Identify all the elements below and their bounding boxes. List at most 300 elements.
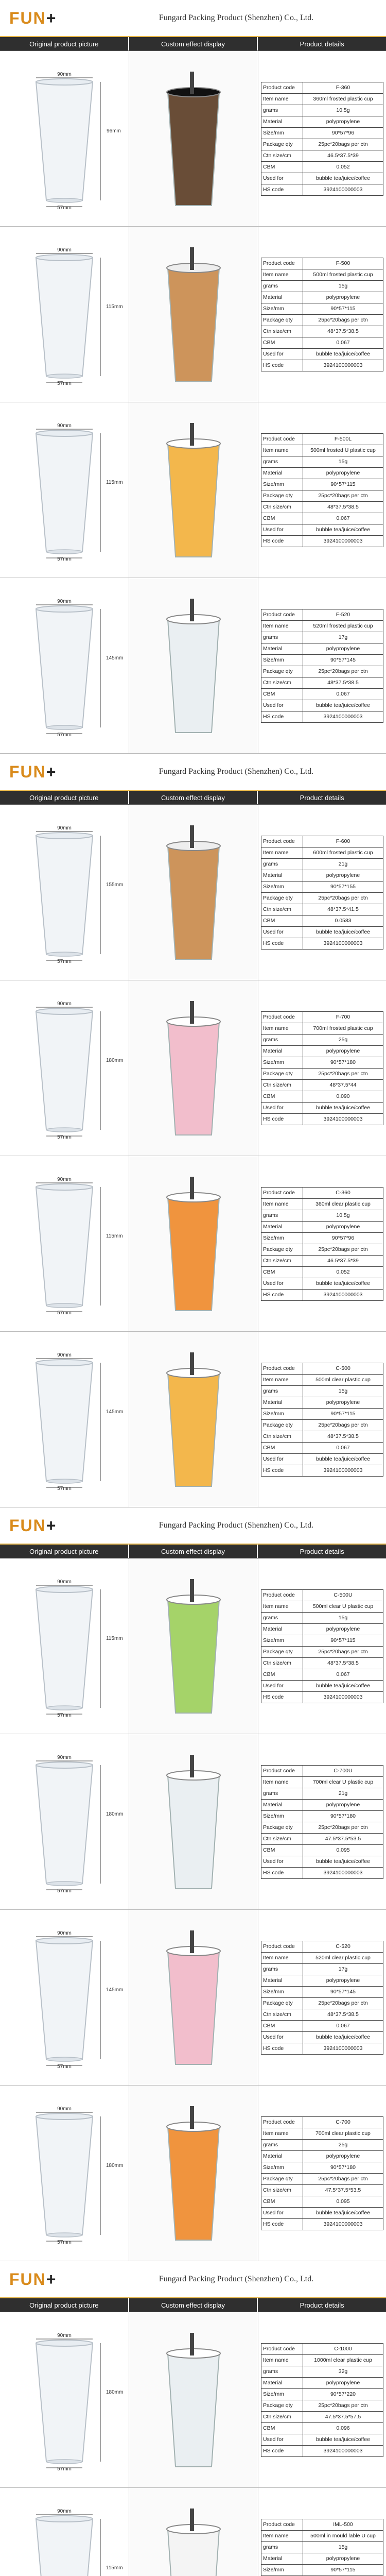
details-key: Product code — [261, 258, 303, 269]
details-value: polypropylene — [303, 467, 383, 479]
details-key: Ctn size/cm — [261, 1255, 303, 1266]
details-cell — [258, 51, 386, 226]
effect-drawing — [129, 1156, 258, 1331]
details-value: bubble tea/juice/coffee — [303, 1453, 383, 1465]
details-key: Package qty — [261, 2400, 303, 2411]
details-row — [261, 1680, 383, 1691]
details-key: grams — [261, 1385, 303, 1397]
custom-effect-photo — [129, 578, 258, 753]
details-key: CBM — [261, 161, 303, 173]
details-value: polypropylene — [303, 1799, 383, 1810]
details-row — [261, 161, 383, 173]
details-row — [261, 904, 383, 915]
logo-plus: + — [46, 1516, 57, 1535]
details-row — [261, 2184, 383, 2196]
details-row — [261, 1833, 383, 1844]
details-value: bubble tea/juice/coffee — [303, 1278, 383, 1289]
details-key: HS code — [261, 2218, 303, 2230]
details-key: CBM — [261, 2422, 303, 2434]
details-row — [261, 1465, 383, 1476]
details-value: polypropylene — [303, 292, 383, 303]
details-key: grams — [261, 2139, 303, 2150]
brand-logo — [0, 2270, 86, 2289]
col-custom-effect: Custom effect display — [129, 37, 258, 50]
dim-height-label: 115mm — [106, 1636, 123, 1641]
details-row — [261, 1408, 383, 1419]
dim-bottom-label: 57mm — [57, 556, 72, 562]
product-photo — [0, 1332, 129, 1507]
details-value: polypropylene — [303, 1221, 383, 1232]
details-key: Item name — [261, 847, 303, 858]
details-row — [261, 456, 383, 467]
details-key: Product code — [261, 1363, 303, 1374]
details-row — [261, 2020, 383, 2031]
details-row — [261, 1844, 383, 1856]
details-row — [261, 858, 383, 870]
details-table — [261, 836, 383, 950]
details-row — [261, 1657, 383, 1669]
details-row — [261, 150, 383, 161]
details-value: 0.090 — [303, 1091, 383, 1102]
details-value: 47.5*37.5*53.5 — [303, 2184, 383, 2196]
details-value: C-360 — [303, 1187, 383, 1198]
details-row — [261, 139, 383, 150]
details-key: Product code — [261, 1765, 303, 1776]
details-key: Item name — [261, 1952, 303, 1963]
custom-effect-photo — [129, 1156, 258, 1331]
details-key: CBM — [261, 1844, 303, 1856]
details-key: Product code — [261, 609, 303, 620]
dim-top-label: 90mm — [57, 72, 72, 77]
details-key: Used for — [261, 1453, 303, 1465]
details-row — [261, 280, 383, 292]
details-value: 500ml clear plastic cup — [303, 1374, 383, 1385]
details-key: Size/mm — [261, 1408, 303, 1419]
details-cell — [258, 1156, 386, 1331]
product-row — [0, 1910, 386, 2086]
product-row — [0, 2312, 386, 2488]
details-value: 25pc*20bags per ctn — [303, 1068, 383, 1079]
details-cell — [258, 402, 386, 578]
details-value: polypropylene — [303, 1397, 383, 1408]
details-row — [261, 711, 383, 722]
company-name: Fungard Packing Product (Shenzhen) Co., Ltd. — [159, 767, 314, 776]
details-row — [261, 677, 383, 688]
dim-height-label: 145mm — [106, 655, 124, 661]
details-row — [261, 269, 383, 280]
logo-letters: FUN — [9, 2269, 46, 2289]
details-row — [261, 2388, 383, 2400]
details-value: 360ml frosted plastic cup — [303, 93, 383, 105]
details-row — [261, 1244, 383, 1255]
details-key: Package qty — [261, 1068, 303, 1079]
details-value: 25pc*20bags per ctn — [303, 2173, 383, 2184]
details-key: Used for — [261, 348, 303, 360]
details-value: 32g — [303, 2366, 383, 2377]
product-photo — [0, 980, 129, 1156]
details-value: 90*57*145 — [303, 654, 383, 666]
details-row — [261, 926, 383, 938]
details-value: 0.095 — [303, 2196, 383, 2207]
product-photo — [0, 1734, 129, 1909]
details-row — [261, 2366, 383, 2377]
details-key: Product code — [261, 433, 303, 445]
cup-photo-drawing — [0, 980, 129, 1156]
details-value: bubble tea/juice/coffee — [303, 1856, 383, 1867]
details-value: 90*57*180 — [303, 1057, 383, 1068]
details-value: 0.067 — [303, 688, 383, 700]
details-value: 25pc*20bags per ctn — [303, 314, 383, 326]
details-value: 700ml frosted plastic cup — [303, 1023, 383, 1034]
dim-top-label: 90mm — [57, 1930, 72, 1936]
details-value: 21g — [303, 1788, 383, 1799]
details-row — [261, 1113, 383, 1125]
details-row — [261, 836, 383, 847]
details-key: Material — [261, 292, 303, 303]
details-row — [261, 938, 383, 949]
details-key: Product code — [261, 836, 303, 847]
details-value: polypropylene — [303, 870, 383, 881]
details-row — [261, 1856, 383, 1867]
details-key: Size/mm — [261, 127, 303, 139]
details-key: grams — [261, 456, 303, 467]
details-cell — [258, 980, 386, 1156]
details-key: Used for — [261, 1102, 303, 1113]
details-value: bubble tea/juice/coffee — [303, 926, 383, 938]
details-value: 25pc*20bags per ctn — [303, 1646, 383, 1657]
details-row — [261, 1669, 383, 1680]
details-key: Used for — [261, 2207, 303, 2218]
details-row — [261, 1635, 383, 1646]
details-row — [261, 2411, 383, 2422]
details-row — [261, 501, 383, 513]
logo-letters: FUN — [9, 8, 46, 27]
product-row — [0, 1156, 386, 1332]
details-value: 10.5g — [303, 105, 383, 116]
details-row — [261, 326, 383, 337]
custom-effect-photo — [129, 1332, 258, 1507]
details-value: 500ml clear U plastic cup — [303, 1601, 383, 1612]
dim-bottom-label: 57mm — [57, 2240, 72, 2245]
details-row — [261, 1266, 383, 1278]
details-value: 25pc*20bags per ctn — [303, 1822, 383, 1833]
details-key: Package qty — [261, 1646, 303, 1657]
section-header — [0, 0, 386, 37]
details-value: C-500 — [303, 1363, 383, 1374]
details-key: Used for — [261, 2031, 303, 2043]
details-row — [261, 1986, 383, 1997]
details-value: 0.096 — [303, 2422, 383, 2434]
cup-photo-drawing — [0, 578, 129, 753]
details-key: Ctn size/cm — [261, 1079, 303, 1091]
product-photo — [0, 402, 129, 578]
details-value: 500ml frosted plastic cup — [303, 269, 383, 280]
column-headers — [0, 37, 386, 51]
cup-photo-drawing — [0, 1332, 129, 1507]
cup-photo-drawing — [0, 805, 129, 980]
details-key: grams — [261, 1612, 303, 1623]
details-value: bubble tea/juice/coffee — [303, 2031, 383, 2043]
details-row — [261, 2354, 383, 2366]
custom-effect-photo — [129, 980, 258, 1156]
details-value: 700ml clear U plastic cup — [303, 1776, 383, 1788]
details-row — [261, 643, 383, 654]
details-key: Ctn size/cm — [261, 904, 303, 915]
details-key: CBM — [261, 688, 303, 700]
details-value: 48*37.5*38.5 — [303, 326, 383, 337]
dim-bottom-label: 57mm — [57, 959, 72, 964]
section-header — [0, 1507, 386, 1545]
col-custom-effect: Custom effect display — [129, 791, 258, 804]
details-row — [261, 2530, 383, 2541]
details-key: Package qty — [261, 892, 303, 904]
product-row — [0, 51, 386, 227]
details-value: F-700 — [303, 1011, 383, 1023]
details-key: grams — [261, 1963, 303, 1975]
details-row — [261, 1419, 383, 1431]
dim-top-label: 90mm — [57, 423, 72, 429]
effect-drawing — [129, 805, 258, 980]
cup-photo-drawing — [0, 51, 129, 226]
dim-top-label: 90mm — [57, 1352, 72, 1358]
details-value: polypropylene — [303, 116, 383, 127]
details-value: 15g — [303, 456, 383, 467]
details-key: Used for — [261, 700, 303, 711]
details-key: HS code — [261, 938, 303, 949]
details-key: Item name — [261, 620, 303, 632]
details-row — [261, 2434, 383, 2445]
details-key: Material — [261, 2377, 303, 2388]
details-value: 1000ml clear plastic cup — [303, 2354, 383, 2366]
details-value: IML-500 — [303, 2519, 383, 2530]
details-row — [261, 490, 383, 501]
details-row — [261, 1232, 383, 1244]
details-value: bubble tea/juice/coffee — [303, 348, 383, 360]
details-row — [261, 337, 383, 348]
dim-height-label: 115mm — [106, 1233, 123, 1239]
details-value: polypropylene — [303, 643, 383, 654]
details-cell — [258, 2086, 386, 2261]
details-value: 3924100000003 — [303, 938, 383, 949]
details-key: Size/mm — [261, 881, 303, 892]
details-key: Used for — [261, 173, 303, 184]
details-row — [261, 654, 383, 666]
details-table — [261, 82, 383, 196]
details-table — [261, 1187, 383, 1301]
details-key: HS code — [261, 2445, 303, 2456]
details-row — [261, 303, 383, 314]
details-row — [261, 105, 383, 116]
product-row — [0, 1332, 386, 1507]
details-cell — [258, 578, 386, 753]
details-key: CBM — [261, 337, 303, 348]
product-row — [0, 1734, 386, 1910]
dim-bottom-label: 57mm — [57, 2064, 72, 2070]
dim-bottom-label: 57mm — [57, 1713, 72, 1718]
custom-effect-photo — [129, 2312, 258, 2487]
details-row — [261, 173, 383, 184]
dim-bottom-label: 57mm — [57, 205, 72, 211]
details-row — [261, 2218, 383, 2230]
details-key: CBM — [261, 513, 303, 524]
column-headers — [0, 791, 386, 805]
details-row — [261, 467, 383, 479]
details-row — [261, 1431, 383, 1442]
details-row — [261, 1057, 383, 1068]
details-row — [261, 292, 383, 303]
details-key: Item name — [261, 1023, 303, 1034]
details-value: 3924100000003 — [303, 711, 383, 722]
details-value: polypropylene — [303, 1975, 383, 1986]
details-row — [261, 1765, 383, 1776]
col-custom-effect: Custom effect display — [129, 2298, 258, 2312]
dim-height-label: 115mm — [106, 304, 123, 310]
details-key: Ctn size/cm — [261, 1431, 303, 1442]
details-key: HS code — [261, 1867, 303, 1878]
dim-top-label: 90mm — [57, 2333, 72, 2338]
details-key: Material — [261, 1799, 303, 1810]
details-value: 90*57*96 — [303, 1232, 383, 1244]
details-row — [261, 1102, 383, 1113]
details-value: 25g — [303, 2139, 383, 2150]
details-key: Size/mm — [261, 1986, 303, 1997]
dim-height-label: 180mm — [106, 2163, 124, 2168]
dim-bottom-label: 57mm — [57, 1888, 72, 1894]
custom-effect-photo — [129, 227, 258, 402]
details-row — [261, 688, 383, 700]
details-key: grams — [261, 858, 303, 870]
dim-top-label: 90mm — [57, 247, 72, 253]
product-photo — [0, 1910, 129, 2085]
details-key: Ctn size/cm — [261, 677, 303, 688]
details-value: 48*37.5*38.5 — [303, 1431, 383, 1442]
details-row — [261, 1963, 383, 1975]
details-table — [261, 2343, 383, 2457]
details-table — [261, 258, 383, 371]
details-value: 500ml frosted U plastic cup — [303, 445, 383, 456]
col-product-details: Product details — [258, 1545, 386, 1558]
details-row — [261, 258, 383, 269]
details-key: Package qty — [261, 666, 303, 677]
details-value: 47.5*37.5*53.5 — [303, 1833, 383, 1844]
details-row — [261, 2541, 383, 2553]
details-table — [261, 1363, 383, 1477]
details-key: CBM — [261, 1266, 303, 1278]
details-row — [261, 348, 383, 360]
details-key: Package qty — [261, 2173, 303, 2184]
details-row — [261, 2445, 383, 2456]
details-table — [261, 1589, 383, 1703]
details-value: polypropylene — [303, 1623, 383, 1635]
details-value: 0.067 — [303, 1669, 383, 1680]
dim-top-label: 90mm — [57, 1177, 72, 1182]
details-key: Item name — [261, 269, 303, 280]
details-row — [261, 2422, 383, 2434]
details-key: CBM — [261, 915, 303, 926]
product-row — [0, 402, 386, 578]
details-key: Package qty — [261, 314, 303, 326]
details-key: Used for — [261, 524, 303, 535]
details-value: 17g — [303, 632, 383, 643]
details-key: HS code — [261, 535, 303, 547]
details-value: C-700 — [303, 2116, 383, 2128]
details-key: Material — [261, 1221, 303, 1232]
custom-effect-photo — [129, 1910, 258, 2085]
details-key: Ctn size/cm — [261, 326, 303, 337]
details-key: Material — [261, 1623, 303, 1635]
effect-drawing — [129, 2312, 258, 2487]
effect-drawing — [129, 51, 258, 226]
details-row — [261, 93, 383, 105]
details-row — [261, 632, 383, 643]
col-original-photo: Original product picture — [0, 1545, 129, 1558]
details-key: Ctn size/cm — [261, 2184, 303, 2196]
details-row — [261, 1068, 383, 1079]
details-value: 3924100000003 — [303, 360, 383, 371]
details-row — [261, 1221, 383, 1232]
cup-photo-drawing — [0, 2488, 129, 2576]
details-value: 3924100000003 — [303, 2043, 383, 2054]
details-row — [261, 1589, 383, 1601]
details-key: Package qty — [261, 1822, 303, 1833]
dim-height-label: 115mm — [106, 480, 123, 485]
details-cell — [258, 2488, 386, 2576]
details-row — [261, 479, 383, 490]
dim-top-label: 90mm — [57, 1579, 72, 1585]
details-row — [261, 1453, 383, 1465]
details-row — [261, 870, 383, 881]
dim-top-label: 90mm — [57, 1755, 72, 1760]
details-key: CBM — [261, 1091, 303, 1102]
custom-effect-photo — [129, 2488, 258, 2576]
product-row — [0, 805, 386, 980]
details-key: Used for — [261, 1680, 303, 1691]
dim-height-label: 180mm — [106, 1811, 124, 1817]
details-value: 360ml clear plastic cup — [303, 1198, 383, 1210]
details-value: 500ml in mould lable U cup — [303, 2530, 383, 2541]
details-key: Size/mm — [261, 303, 303, 314]
section-header — [0, 2261, 386, 2298]
details-key: Item name — [261, 1198, 303, 1210]
details-key: Size/mm — [261, 1810, 303, 1822]
details-value: 90*57*115 — [303, 303, 383, 314]
details-value: C-500U — [303, 1589, 383, 1601]
details-value: 25pc*20bags per ctn — [303, 1997, 383, 2009]
details-value: 90*57*115 — [303, 2564, 383, 2575]
details-value: 47.5*37.5*57.5 — [303, 2411, 383, 2422]
details-table — [261, 1941, 383, 2055]
details-row — [261, 620, 383, 632]
details-key: Item name — [261, 93, 303, 105]
details-key: Size/mm — [261, 2388, 303, 2400]
details-value: 90*57*115 — [303, 479, 383, 490]
dim-height-label: 180mm — [106, 2389, 124, 2395]
details-row — [261, 1011, 383, 1023]
cup-photo-drawing — [0, 2086, 129, 2261]
effect-drawing — [129, 1558, 258, 1734]
details-row — [261, 1374, 383, 1385]
product-photo — [0, 1558, 129, 1734]
details-key: HS code — [261, 711, 303, 722]
details-key: Ctn size/cm — [261, 150, 303, 161]
details-key: Item name — [261, 445, 303, 456]
effect-drawing — [129, 578, 258, 753]
details-row — [261, 1255, 383, 1266]
details-key: HS code — [261, 184, 303, 195]
details-value: bubble tea/juice/coffee — [303, 1680, 383, 1691]
brand-logo — [0, 9, 86, 28]
product-row — [0, 227, 386, 402]
